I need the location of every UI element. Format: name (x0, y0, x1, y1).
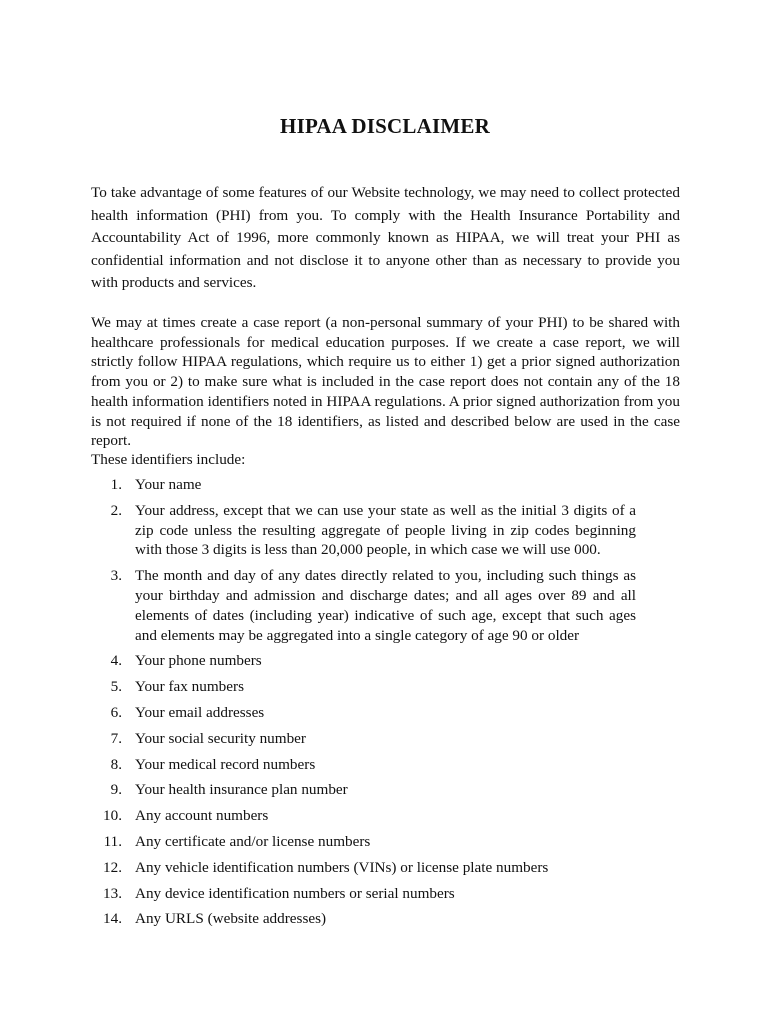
list-item (91, 651, 636, 671)
list-item-text: Your phone numbers (135, 652, 262, 670)
list-item-number: 6. (110, 703, 122, 721)
identifiers-intro: These identifiers include: (91, 451, 246, 468)
document-title: HIPAA DISCLAIMER (280, 114, 490, 138)
list-item (91, 806, 636, 826)
list-item-number: 12. (103, 858, 122, 876)
identifiers-list (91, 475, 636, 935)
list-item (91, 677, 636, 697)
list-item-text: Your medical record numbers (135, 755, 316, 773)
list-item (91, 832, 636, 852)
list-item-number: 2. (110, 501, 122, 519)
list-item-text: The month and day of any dates directly related to you, including such things as your birthday and admission and discharge dates; and all ages over 89 and all elements of dates (including year) indicative of such age, except that such ages and elements may be aggregated into a single category of age 90 or older (135, 567, 636, 644)
list-item-number: 10. (103, 807, 122, 825)
paragraph-phi-collection: To take advantage of some features of our Website technology, we may need to collect protected health information (PHI) from you. To comply with the Health Insurance Portability and Accountability Act of 1996, more commonly known as HIPAA, we will treat your PHI as confidential information and not disclose it to anyone other than as necessary to provide you with products and services. (91, 184, 680, 292)
list-item-number: 7. (110, 729, 122, 747)
list-item-text: Your name (135, 476, 202, 493)
list-item-text: Your address, except that we can use your state as well as the initial 3 digits of a zip code unless the resulting aggregate of people living in zip codes beginning with those 3 digits is less than 20,000 people, in which case we will use 000. (135, 501, 636, 559)
list-item-text: Your social security number (135, 729, 306, 747)
list-item (91, 566, 636, 645)
list-item-text: Any URLS (website addresses) (135, 910, 327, 928)
list-item-number: 11. (103, 832, 122, 850)
list-item-number: 14. (103, 910, 122, 928)
list-item (91, 755, 636, 775)
list-item (91, 729, 636, 749)
list-item-text: Any account numbers (135, 807, 269, 825)
list-item-number: 3. (110, 567, 122, 585)
list-item (91, 501, 636, 560)
list-item-text: Your email addresses (135, 703, 265, 721)
list-item (91, 780, 636, 800)
list-item (91, 858, 636, 878)
list-item (91, 909, 636, 929)
paragraph-case-report: We may at times create a case report (a non-personal summary of your PHI) to be shared with healthcare professionals for medical education purposes. If we create a case report, we will strictly follow HIPAA regulations, which require us to either 1) get a prior signed authorization from you or 2) to make sure what is included in the case report does not contain any of the 18 health information identifiers noted in HIPAA regulations. A prior signed authorization from you is not required if none of the 18 identifiers, as listed and described below are used in the case report. (91, 314, 680, 450)
list-item-number: 13. (103, 884, 122, 902)
list-item-number: 5. (110, 678, 122, 696)
list-item-number: 4. (110, 652, 122, 670)
list-item (91, 475, 636, 495)
list-item-number: 8. (110, 755, 122, 773)
list-item (91, 884, 636, 904)
list-item-text: Any vehicle identification numbers (VINs) or license plate numbers (135, 858, 549, 876)
list-item-text: Your fax numbers (135, 678, 244, 696)
list-item-text: Any device identification numbers or serial numbers (135, 884, 455, 902)
list-item-number: 9. (110, 781, 122, 799)
list-item-number: 1. (110, 476, 122, 493)
list-item-text: Any certificate and/or license numbers (135, 832, 371, 850)
list-item (91, 703, 636, 723)
list-item-text: Your health insurance plan number (135, 781, 348, 799)
